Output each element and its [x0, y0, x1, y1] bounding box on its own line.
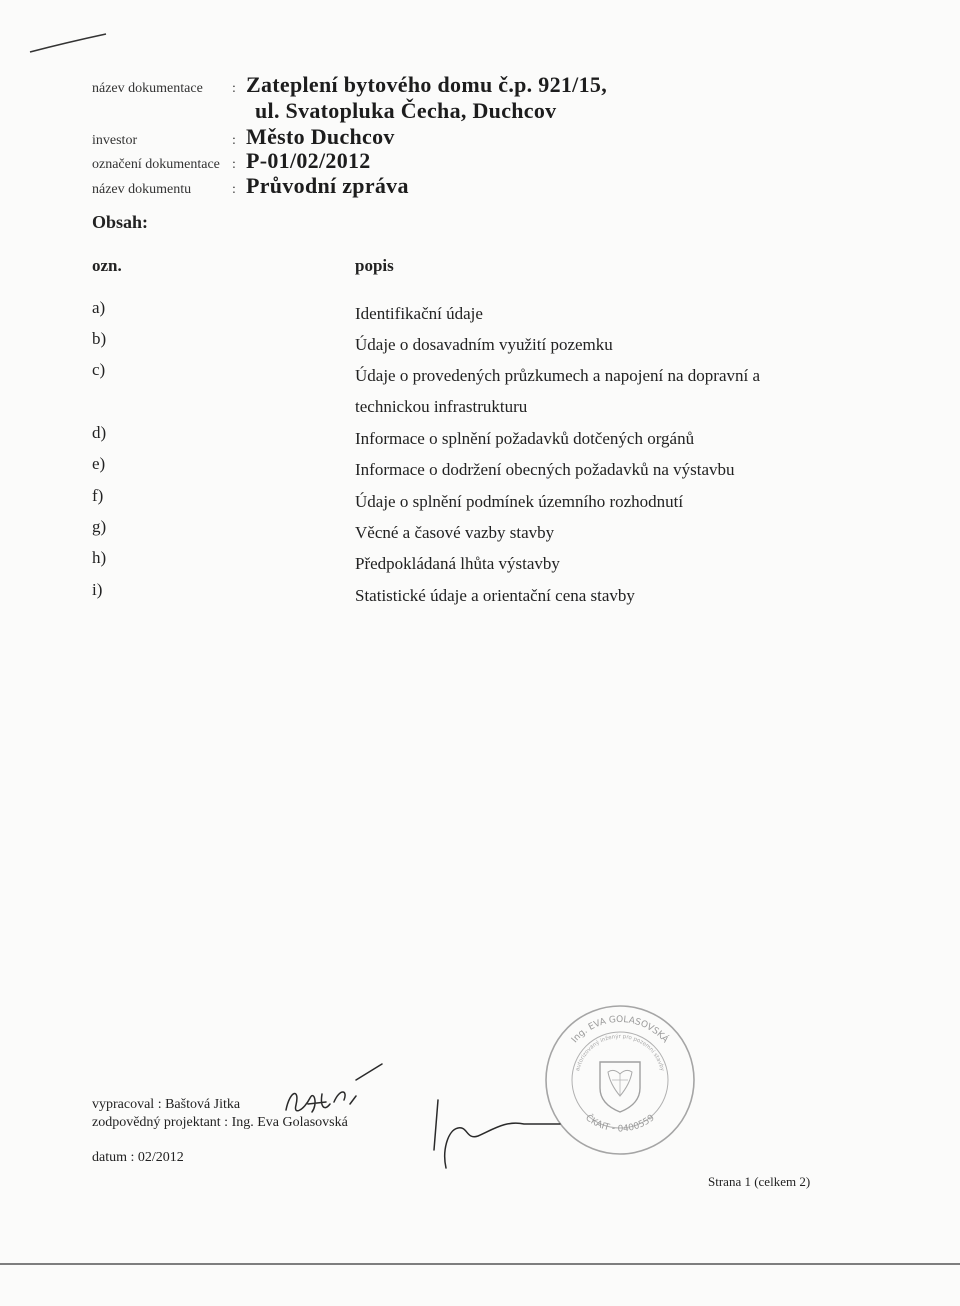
column-header-code: ozn. — [92, 256, 122, 275]
toc-item-description: Předpokládaná lhůta výstavby — [355, 554, 560, 573]
scan-edge-line — [0, 1262, 960, 1266]
toc-item-description: Statistické údaje a orientační cena stavby — [355, 586, 635, 605]
toc-item — [0, 423, 960, 451]
contents-title: Obsah: — [92, 212, 149, 232]
toc-item-description: Údaje o provedených průzkumech a napojení na dopravní a technickou infrastrukturu — [355, 366, 761, 416]
toc-item-code: g) — [92, 517, 107, 536]
toc-item-code: b) — [92, 329, 107, 348]
investor-value: Město Duchcov — [246, 124, 395, 149]
toc-item-code: d) — [92, 423, 107, 442]
toc-item-description: Informace o dodržení obecných požadavků na výstavbu — [355, 460, 735, 479]
stamp-text-middle: autorizovaný inženýr pro pozemní stavby — [574, 1033, 666, 1072]
signature-golasovska — [428, 1090, 568, 1180]
document-label: název dokumentu — [92, 182, 192, 197]
column-header-description: popis — [355, 256, 394, 275]
document-value: Průvodní zpráva — [246, 173, 409, 198]
toc-item-description: Informace o splnění požadavků dotčených orgánů — [355, 429, 695, 448]
doc-id-label: označení dokumentace — [92, 157, 220, 172]
stamp-text-top: Ing. EVA GOLASOVSKÁ — [569, 1014, 670, 1046]
document-date: datum : 02/2012 — [92, 1150, 184, 1165]
toc-item — [0, 517, 960, 545]
doc-name-value-line2: ul. Svatopluka Čecha, Duchcov — [255, 98, 557, 123]
header-row-doc-name — [92, 72, 607, 98]
toc-item-code: f) — [92, 486, 104, 505]
separator: : — [232, 81, 236, 96]
toc-item-description: Věcné a časové vazby stavby — [355, 523, 555, 542]
responsible-designer: zodpovědný projektant : Ing. Eva Golasovská — [92, 1115, 348, 1130]
toc-item — [0, 580, 960, 608]
toc-item — [0, 486, 960, 514]
doc-name-label: název dokumentace — [92, 81, 203, 96]
toc-item-code: c) — [92, 360, 106, 379]
page-number: Strana 1 (celkem 2) — [708, 1174, 811, 1189]
prepared-by: vypracoval : Baštová Jitka — [92, 1097, 241, 1112]
pen-stroke-mark — [28, 28, 118, 58]
toc-item-code: a) — [92, 298, 106, 317]
doc-name-value-line1: Zateplení bytového domu č.p. 921/15, — [246, 72, 607, 97]
investor-label: investor — [92, 133, 138, 148]
toc-item — [0, 360, 960, 416]
separator: : — [232, 133, 236, 148]
toc-item-code: e) — [92, 454, 106, 473]
header-row-doc-id — [92, 148, 371, 174]
coat-of-arms-icon — [600, 1062, 640, 1112]
toc-item-description: Údaje o dosavadním využití pozemku — [355, 335, 613, 354]
header-row-investor — [92, 124, 395, 150]
stamp-text-bottom: ČKAIT - 0400559 — [583, 1113, 657, 1135]
header-row-document — [92, 173, 409, 199]
toc-item-code: h) — [92, 548, 107, 567]
separator: : — [232, 182, 236, 197]
separator: : — [232, 157, 236, 172]
toc-item — [0, 548, 960, 576]
toc-item — [0, 298, 960, 326]
toc-item-description: Identifikační údaje — [355, 304, 483, 323]
toc-item-description: Údaje o splnění podmínek územního rozhodnutí — [355, 492, 684, 511]
toc-item — [0, 329, 960, 357]
toc-item-code: i) — [92, 580, 103, 599]
toc-item — [0, 454, 960, 482]
doc-id-value: P-01/02/2012 — [246, 148, 371, 173]
